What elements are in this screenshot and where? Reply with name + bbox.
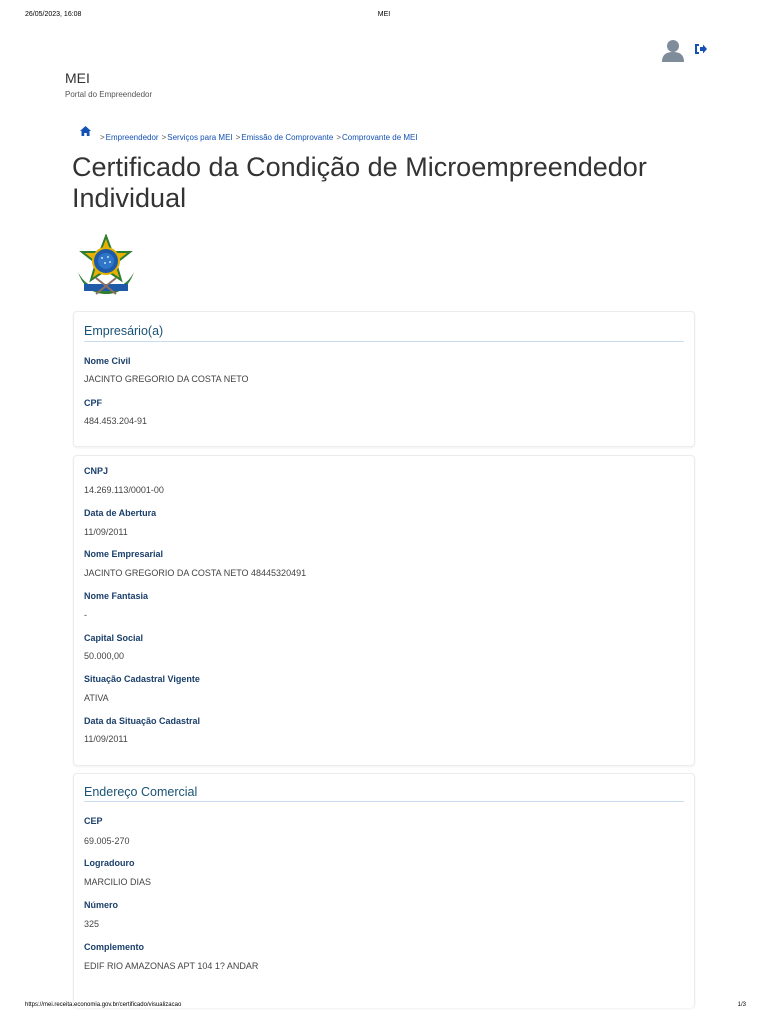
- section-title-endereco: Endereço Comercial: [84, 785, 198, 799]
- breadcrumb: [80, 126, 680, 146]
- field-value: JACINTO GREGORIO DA COSTA NETO: [84, 374, 249, 384]
- field-label: Nome Fantasia: [84, 591, 149, 601]
- print-header: [0, 11, 768, 23]
- field-label: Logradouro: [84, 858, 135, 868]
- logout-icon[interactable]: [694, 42, 708, 56]
- breadcrumb-items: [100, 133, 421, 142]
- chevron-right-icon: >: [336, 133, 342, 142]
- print-url: https://mei.receita.economia.gov.br/certificado/visualizacao: [25, 1002, 182, 1008]
- field-label: Data da Situação Cadastral: [84, 716, 201, 726]
- field-label: Situação Cadastral Vigente: [84, 674, 200, 684]
- field-label: Nome Empresarial: [84, 549, 164, 559]
- section-divider: [84, 801, 684, 802]
- print-title: MEI: [377, 11, 391, 18]
- chevron-right-icon: >: [161, 133, 167, 142]
- field-label: Capital Social: [84, 633, 144, 643]
- section-divider: [84, 341, 684, 342]
- field-label: CNPJ: [84, 466, 109, 476]
- field-value: 325: [84, 919, 100, 929]
- breadcrumb-link[interactable]: Serviços para MEI: [167, 133, 233, 142]
- empresario-card: [73, 311, 695, 447]
- field-value: 69.005-270: [84, 836, 130, 846]
- user-icon[interactable]: [660, 38, 686, 62]
- field-value: -: [84, 610, 87, 620]
- field-value: 11/09/2011: [84, 527, 128, 537]
- endereco-card: [73, 773, 695, 1008]
- field-label: CEP: [84, 816, 103, 826]
- field-label: Data de Abertura: [84, 508, 157, 518]
- chevron-right-icon: >: [100, 133, 105, 142]
- field-value: ATIVA: [84, 693, 109, 703]
- chevron-right-icon: >: [235, 133, 241, 142]
- print-footer: [0, 1002, 768, 1014]
- field-label: Nome Civil: [84, 356, 131, 366]
- field-value: MARCILIO DIAS: [84, 877, 152, 887]
- field-label: Número: [84, 900, 119, 910]
- print-date: 26/05/2023, 16:08: [25, 11, 82, 18]
- field-value: 484.453.204-91: [84, 416, 148, 426]
- field-label: CPF: [84, 398, 102, 408]
- empresa-card: [73, 455, 695, 766]
- app-subtitle: Portal do Empreendedor: [65, 90, 153, 99]
- field-value: 14.269.113/0001-00: [84, 485, 164, 495]
- field-label: Complemento: [84, 942, 145, 952]
- header-actions: [660, 38, 720, 62]
- field-value: 50.000,00: [84, 651, 125, 661]
- home-icon[interactable]: [80, 126, 91, 136]
- field-value: JACINTO GREGORIO DA COSTA NETO 48445320491: [84, 568, 307, 578]
- breadcrumb-link[interactable]: Comprovante de MEI: [342, 133, 418, 142]
- field-value: 11/09/2011: [84, 734, 128, 744]
- print-page-number: 1/3: [737, 1002, 746, 1008]
- page-title: Certificado da Condição de Microempreendedor Individual: [72, 152, 647, 213]
- section-title-empresario: Empresário(a): [84, 324, 164, 338]
- app-name: MEI: [65, 70, 90, 86]
- field-value: EDIF RIO AMAZONAS APT 104 1? ANDAR: [84, 961, 259, 971]
- breadcrumb-link[interactable]: Emissão de Comprovante: [241, 133, 334, 142]
- breadcrumb-link[interactable]: Empreendedor: [105, 133, 159, 142]
- coat-of-arms-icon: [74, 234, 138, 298]
